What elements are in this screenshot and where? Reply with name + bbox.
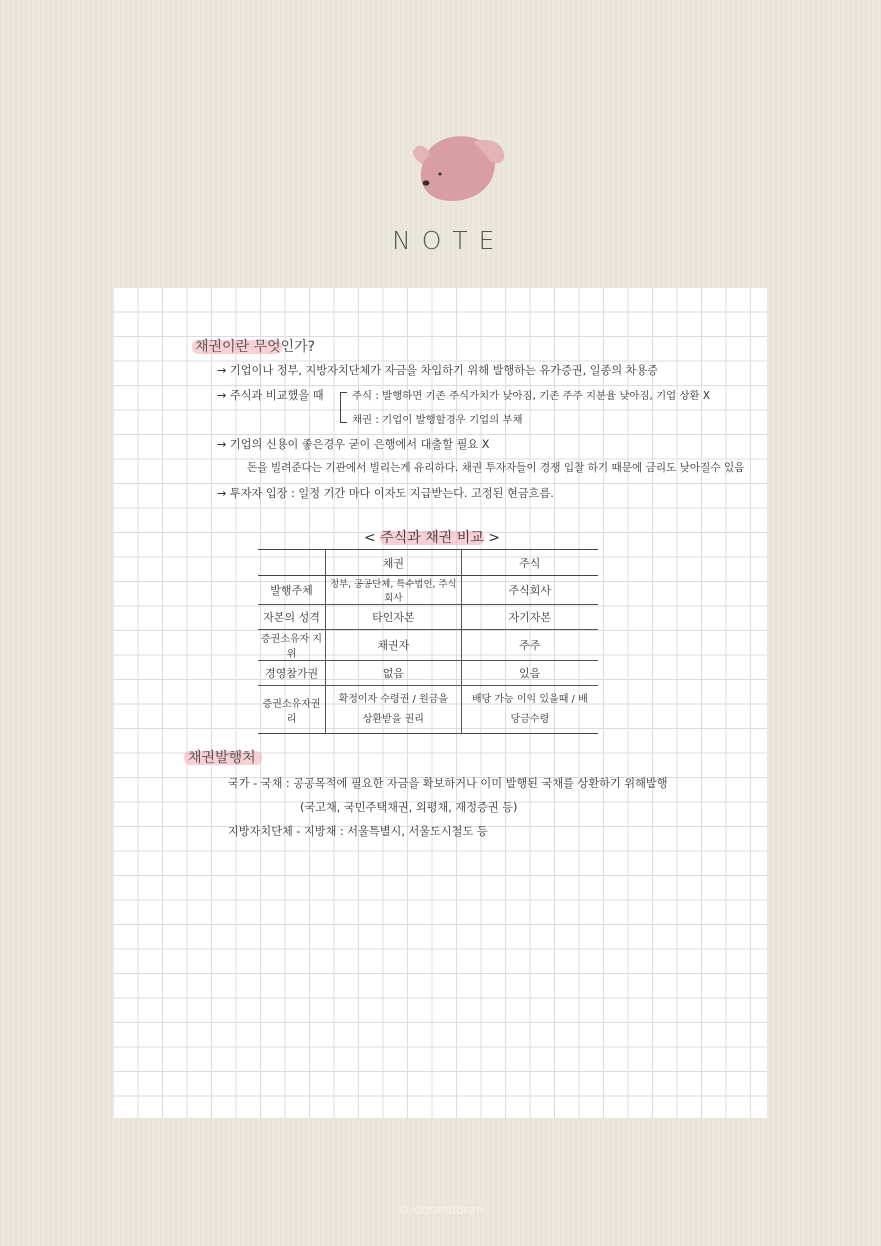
note-title: NOTE [392, 226, 506, 255]
table-row [258, 686, 598, 734]
table-cell: 배당 가능 이익 있을때 / 배당금수령 [461, 686, 598, 734]
note-line: 주식 : 발행하면 기존 주식가치가 낮아짐, 기존 주주 지분율 낮아짐, 기업 상환 X [352, 390, 710, 402]
note-line: 국가 - 국채 : 공공목적에 필요한 자금을 확보하거나 이미 발행된 국채를 상환하기 위해발행 [228, 777, 668, 790]
table-row [258, 605, 598, 630]
table-title: < 주식과 채권 비교 > [364, 530, 500, 546]
table-cell: 증권소유자권리 [258, 686, 326, 734]
note-line: (국고채, 국민주택채권, 외평채, 재정증권 등) [300, 801, 518, 814]
section-heading-issuer: 채권발행처 [188, 750, 256, 766]
table-header-stock: 주식 [461, 550, 598, 576]
table-row [258, 630, 598, 661]
note-line: 채권 : 기업이 발행할경우 기업의 부채 [352, 414, 523, 426]
table-cell: 주식회사 [461, 576, 598, 605]
table-header-empty [258, 550, 326, 576]
note-line: → 투자자 입장 : 일정 기간 마다 이자도 지급받는다. 고정된 현금흐름. [217, 487, 554, 500]
copyright: © dorandoran [397, 1203, 484, 1217]
note-line: → 기업의 신용이 좋은경우 굳이 은행에서 대출할 필요 X [217, 438, 490, 451]
table-cell: 타인자본 [326, 605, 462, 630]
table-cell: 발행주체 [258, 576, 326, 605]
table-cell: 주주 [461, 630, 598, 661]
note-line: → 기업이나 정부, 지방자치단체가 자금을 차입하기 위해 발행하는 유가증권, 일종의 차용증 [217, 364, 659, 377]
table-cell: 없음 [326, 661, 462, 686]
table-row [258, 576, 598, 605]
table-cell: 정부, 공공단체, 특수법인, 주식회사 [326, 576, 462, 605]
table-cell: 채권자 [326, 630, 462, 661]
table-row [258, 661, 598, 686]
table-cell: 증권소유자 지위 [258, 630, 326, 661]
section-heading-bond: 채권이란 무엇인가? [195, 339, 316, 355]
note-line: → 주식과 비교했을 때 [217, 389, 324, 402]
table-cell: 확정이자 수령권 / 원금을 상환받을 권리 [326, 686, 462, 734]
note-line: 돈을 빌려준다는 기관에서 빌리는게 유리하다. 채권 투자자들이 경쟁 입찰 하기 때문에 금리도 낮아질수 있음 [247, 462, 745, 474]
table-cell: 경영참가권 [258, 661, 326, 686]
table-header-bond: 채권 [326, 550, 462, 576]
comparison-table [258, 549, 598, 734]
table-cell: 있음 [461, 661, 598, 686]
table-cell: 자기자본 [461, 605, 598, 630]
table-cell: 자본의 성격 [258, 605, 326, 630]
puppy-icon [408, 128, 512, 208]
note-line: 지방자치단체 - 지방채 : 서울특별시, 서울도시철도 등 [228, 825, 488, 838]
bracket-divider [340, 392, 347, 423]
